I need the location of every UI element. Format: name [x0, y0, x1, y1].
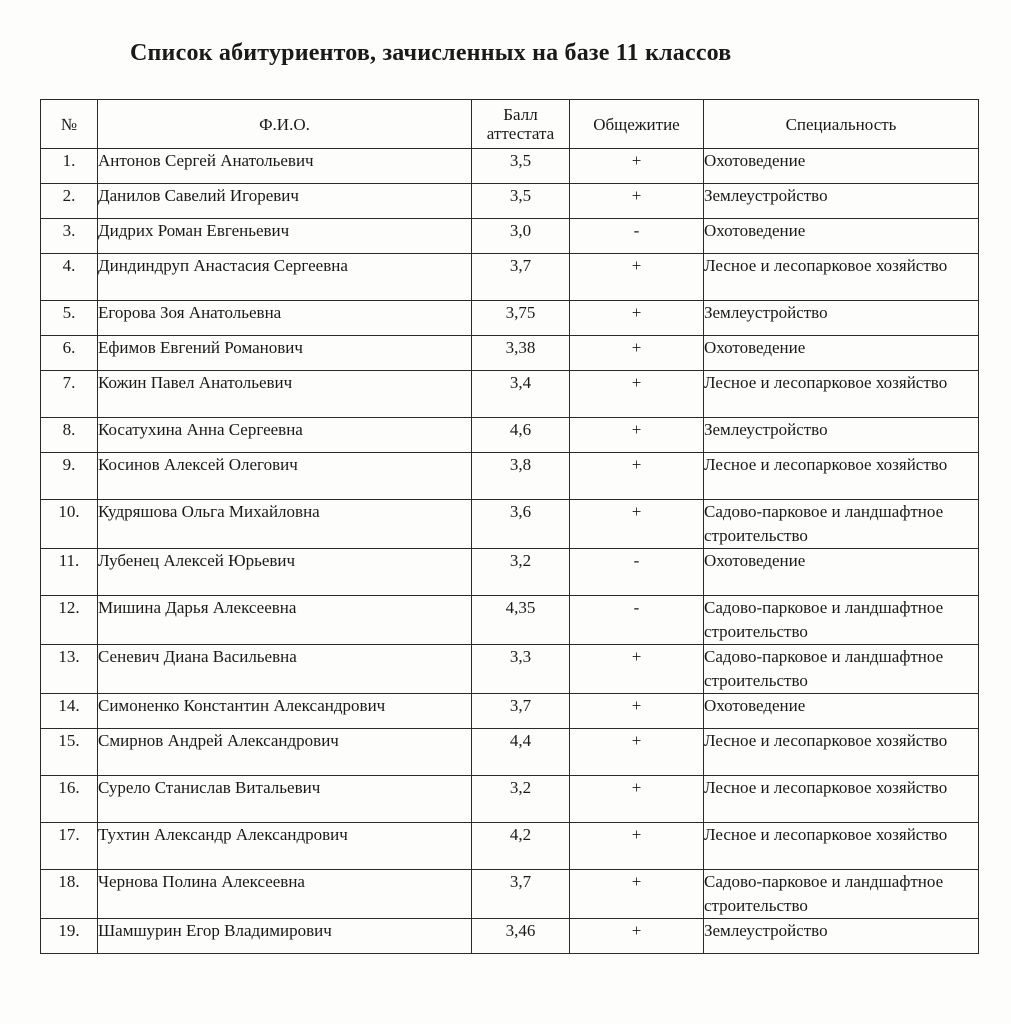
row-spec: Охотоведение [704, 694, 979, 729]
table-row [41, 645, 979, 694]
row-num: 7. [41, 371, 98, 418]
header-score-line2: аттестата [486, 124, 555, 143]
table-row [41, 694, 979, 729]
row-fio: Косатухина Анна Сергеевна [98, 418, 472, 453]
row-num: 8. [41, 418, 98, 453]
row-fio: Егорова Зоя Анатольевна [98, 301, 472, 336]
row-score: 3,6 [472, 500, 570, 549]
header-num: № [41, 100, 98, 149]
row-num: 18. [41, 870, 98, 919]
row-score: 3,7 [472, 694, 570, 729]
row-num: 17. [41, 823, 98, 870]
row-fio: Кожин Павел Анатольевич [98, 371, 472, 418]
row-num: 5. [41, 301, 98, 336]
header-fio: Ф.И.О. [98, 100, 472, 149]
table-row [41, 823, 979, 870]
row-spec: Охотоведение [704, 149, 979, 184]
row-fio: Смирнов Андрей Александрович [98, 729, 472, 776]
row-score: 4,4 [472, 729, 570, 776]
table-row [41, 870, 979, 919]
row-num: 6. [41, 336, 98, 371]
row-dorm: + [570, 645, 704, 694]
row-fio: Кудряшова Ольга Михайловна [98, 500, 472, 549]
row-score: 3,5 [472, 184, 570, 219]
row-spec: Землеустройство [704, 418, 979, 453]
row-dorm: + [570, 694, 704, 729]
page-title: Список абитуриентов, зачисленных на базе 11 классов [130, 40, 732, 66]
row-num: 2. [41, 184, 98, 219]
row-score: 3,46 [472, 919, 570, 954]
row-fio: Антонов Сергей Анатольевич [98, 149, 472, 184]
row-spec: Лесное и лесопарковое хозяйство [704, 776, 979, 823]
row-spec: Лесное и лесопарковое хозяйство [704, 254, 979, 301]
row-dorm: + [570, 301, 704, 336]
row-score: 4,6 [472, 418, 570, 453]
row-fio: Диндиндруп Анастасия Сергеевна [98, 254, 472, 301]
table-row [41, 371, 979, 418]
row-fio: Ефимов Евгений Романович [98, 336, 472, 371]
table-row [41, 549, 979, 596]
table-row [41, 453, 979, 500]
row-score: 3,2 [472, 549, 570, 596]
row-fio: Чернова Полина Алексеевна [98, 870, 472, 919]
row-spec: Землеустройство [704, 184, 979, 219]
row-score: 3,3 [472, 645, 570, 694]
row-dorm: + [570, 870, 704, 919]
row-num: 19. [41, 919, 98, 954]
row-dorm: + [570, 823, 704, 870]
row-dorm: + [570, 254, 704, 301]
table-row [41, 500, 979, 549]
row-dorm: + [570, 776, 704, 823]
row-num: 15. [41, 729, 98, 776]
row-fio: Данилов Савелий Игоревич [98, 184, 472, 219]
table-row [41, 596, 979, 645]
row-num: 16. [41, 776, 98, 823]
row-num: 11. [41, 549, 98, 596]
row-spec: Лесное и лесопарковое хозяйство [704, 823, 979, 870]
table-row [41, 776, 979, 823]
row-dorm: - [570, 549, 704, 596]
row-num: 4. [41, 254, 98, 301]
row-fio: Шамшурин Егор Владимирович [98, 919, 472, 954]
row-dorm: + [570, 453, 704, 500]
row-spec: Лесное и лесопарковое хозяйство [704, 729, 979, 776]
row-score: 3,7 [472, 254, 570, 301]
row-score: 4,2 [472, 823, 570, 870]
row-score: 3,0 [472, 219, 570, 254]
row-dorm: + [570, 371, 704, 418]
table-row [41, 149, 979, 184]
header-spec: Специальность [704, 100, 979, 149]
row-num: 14. [41, 694, 98, 729]
row-fio: Сурело Станислав Витальевич [98, 776, 472, 823]
row-dorm: + [570, 418, 704, 453]
row-fio: Лубенец Алексей Юрьевич [98, 549, 472, 596]
row-fio: Симоненко Константин Александрович [98, 694, 472, 729]
row-spec: Землеустройство [704, 919, 979, 954]
row-num: 1. [41, 149, 98, 184]
table-row [41, 418, 979, 453]
header-score-line1: Балл [503, 105, 538, 124]
row-spec: Охотоведение [704, 219, 979, 254]
row-score: 3,75 [472, 301, 570, 336]
row-dorm: + [570, 336, 704, 371]
row-spec: Садово-парковое и ландшафтное строительство [704, 596, 979, 645]
table-row [41, 301, 979, 336]
row-spec: Лесное и лесопарковое хозяйство [704, 371, 979, 418]
row-num: 10. [41, 500, 98, 549]
table-header-row [41, 100, 979, 149]
row-score: 3,38 [472, 336, 570, 371]
row-spec: Охотоведение [704, 336, 979, 371]
row-score: 3,8 [472, 453, 570, 500]
table-row [41, 729, 979, 776]
row-spec: Охотоведение [704, 549, 979, 596]
header-dorm: Общежитие [570, 100, 704, 149]
row-score: 3,4 [472, 371, 570, 418]
row-fio: Косинов Алексей Олегович [98, 453, 472, 500]
row-spec: Землеустройство [704, 301, 979, 336]
row-num: 9. [41, 453, 98, 500]
row-dorm: - [570, 596, 704, 645]
row-score: 3,5 [472, 149, 570, 184]
row-fio: Сеневич Диана Васильевна [98, 645, 472, 694]
row-num: 3. [41, 219, 98, 254]
row-dorm: + [570, 184, 704, 219]
row-fio: Дидрих Роман Евгеньевич [98, 219, 472, 254]
row-dorm: + [570, 149, 704, 184]
table-row [41, 336, 979, 371]
row-score: 4,35 [472, 596, 570, 645]
row-spec: Садово-парковое и ландшафтное строительство [704, 645, 979, 694]
table-row [41, 254, 979, 301]
row-fio: Тухтин Александр Александрович [98, 823, 472, 870]
table-row [41, 184, 979, 219]
row-dorm: + [570, 500, 704, 549]
row-dorm: + [570, 729, 704, 776]
row-num: 13. [41, 645, 98, 694]
table-row [41, 219, 979, 254]
row-dorm: - [570, 219, 704, 254]
row-fio: Мишина Дарья Алексеевна [98, 596, 472, 645]
row-score: 3,7 [472, 870, 570, 919]
row-num: 12. [41, 596, 98, 645]
row-spec: Лесное и лесопарковое хозяйство [704, 453, 979, 500]
applicants-table [40, 99, 979, 954]
header-score [472, 100, 570, 149]
row-score: 3,2 [472, 776, 570, 823]
row-spec: Садово-парковое и ландшафтное строительство [704, 870, 979, 919]
row-dorm: + [570, 919, 704, 954]
table-row [41, 919, 979, 954]
row-spec: Садово-парковое и ландшафтное строительство [704, 500, 979, 549]
